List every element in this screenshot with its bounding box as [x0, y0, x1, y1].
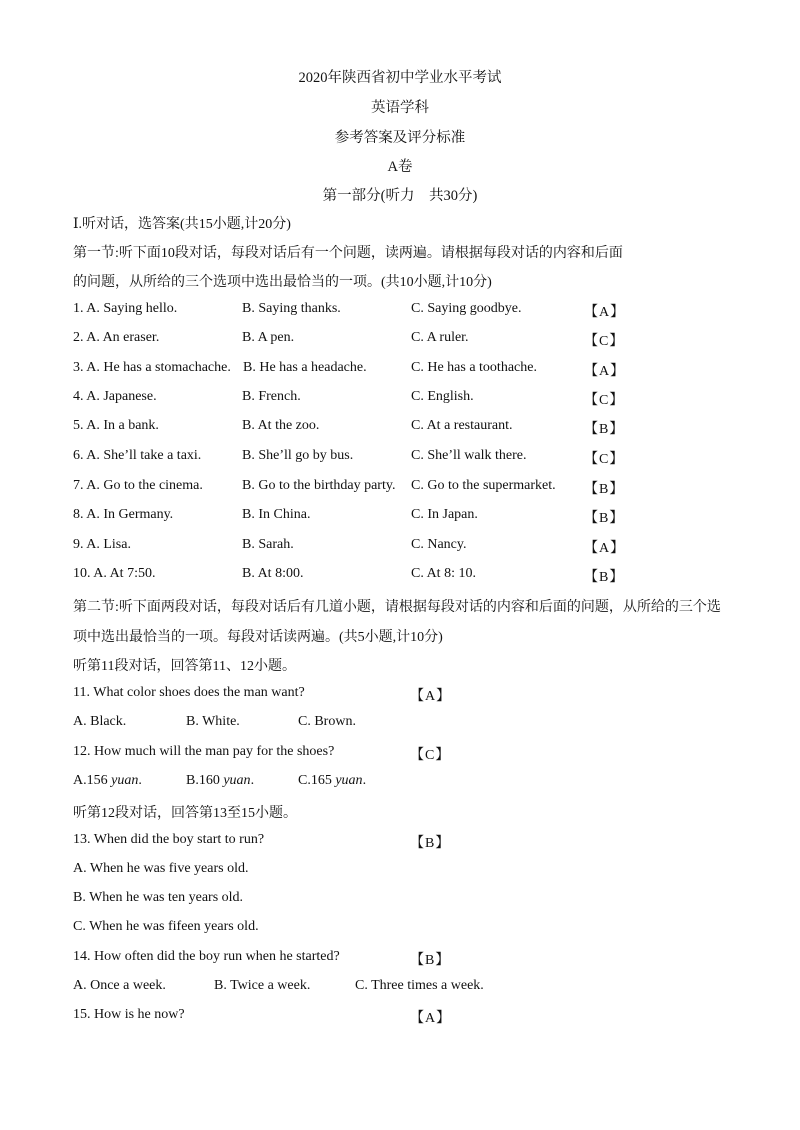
- option-b: B. White.: [186, 714, 240, 729]
- option-a: 9. A. Lisa.: [73, 537, 131, 552]
- option-c: C. He has a toothache.: [411, 360, 537, 375]
- answer-key: 【C】: [410, 748, 451, 763]
- option-b: B. When he was ten years old.: [73, 890, 244, 905]
- subject-title: 英语学科: [371, 100, 429, 116]
- currency-unit: yuan: [223, 773, 251, 788]
- question-14-options: [0, 978, 800, 1000]
- option-a: 10. A. At 7:50.: [73, 566, 156, 581]
- question-row: [0, 478, 800, 500]
- answer-key: 【B】: [584, 482, 625, 497]
- option-a: A. Black.: [73, 714, 127, 729]
- doc-type-title: 参考答案及评分标准: [334, 130, 466, 146]
- question-12-options: [0, 773, 800, 795]
- option-c: C. At 8: 10.: [411, 566, 476, 581]
- answer-key: 【B】: [584, 422, 625, 437]
- part2-intro-line2: 项中选出最恰当的一项。每段对话读两遍。(共5小题,计10分): [73, 630, 443, 645]
- option-c: C. Three times a week.: [355, 978, 484, 993]
- option-c: C. A ruler.: [411, 330, 469, 345]
- answer-key: 【C】: [584, 452, 625, 467]
- option-b: B. French.: [242, 389, 301, 404]
- option-c: C. At a restaurant.: [411, 418, 513, 433]
- option-b: B. At the zoo.: [242, 418, 320, 433]
- question-text: 12. How much will the man pay for the shoes?: [73, 744, 335, 759]
- option-c: C. Go to the supermarket.: [411, 478, 556, 493]
- option-b-period: .: [250, 773, 255, 788]
- option-a: 8. A. In Germany.: [73, 507, 174, 522]
- currency-unit: yuan: [335, 773, 363, 788]
- question-row: [0, 330, 800, 352]
- part1-intro-line2: 的问题，从所给的三个选项中选出最恰当的一项。(共10小题,计10分): [73, 275, 492, 290]
- option-a: A. When he was five years old.: [73, 861, 249, 876]
- question-row: [0, 301, 800, 323]
- question-12: [0, 744, 800, 766]
- volume-title: A卷: [387, 159, 413, 175]
- option-a-period: .: [138, 773, 142, 788]
- answer-key: 【C】: [584, 393, 625, 408]
- option-c: C. Saying goodbye.: [411, 301, 522, 316]
- question-text: 14. How often did the boy run when he started?: [73, 949, 340, 964]
- option-a: 5. A. In a bank.: [73, 418, 159, 433]
- option-a-amount: A.156: [73, 773, 108, 788]
- part-title: 第一部分(听力 共30分): [322, 188, 478, 204]
- option-c-amount: C.165: [298, 773, 332, 788]
- option-c: C. In Japan.: [411, 507, 478, 522]
- option-b: B. In China.: [242, 507, 311, 522]
- part2-intro-line1: 第二节:听下面两段对话，每段对话后有几道小题，请根据每段对话的内容和后面的问题，从所给的三个选: [73, 600, 721, 615]
- option-b: B. A pen.: [242, 330, 295, 345]
- question-11-options: [0, 714, 800, 736]
- question-text: 15. How is he now?: [73, 1007, 185, 1022]
- answer-key: 【B】: [410, 953, 451, 968]
- question-row: [0, 360, 800, 382]
- part1-intro-line1: 第一节:听下面10段对话，每段对话后有一个问题，读两遍。请根据每段对话的内容和后面: [73, 246, 623, 261]
- option-c: [298, 773, 366, 789]
- option-c: C. English.: [411, 389, 474, 404]
- option-b: [186, 773, 254, 789]
- option-a: 3. A. He has a stomachache.: [73, 360, 231, 375]
- option-c: C. When he was fifeen years old.: [73, 919, 259, 934]
- question-15: [0, 1007, 800, 1029]
- question-text: 11. What color shoes does the man want?: [73, 685, 305, 700]
- option-b: B. Saying thanks.: [242, 301, 341, 316]
- answer-key: 【A】: [410, 1011, 452, 1026]
- option-a: 2. A. An eraser.: [73, 330, 160, 345]
- question-11: [0, 685, 800, 707]
- option-b: B. Twice a week.: [214, 978, 311, 993]
- question-13: [0, 832, 800, 854]
- question-row: [0, 418, 800, 440]
- option-a: 7. A. Go to the cinema.: [73, 478, 203, 493]
- option-b: B. Sarah.: [242, 537, 294, 552]
- question-row: [0, 448, 800, 470]
- option-b: B. At 8:00.: [242, 566, 304, 581]
- option-b-amount: B.160: [186, 773, 220, 788]
- option-c-period: .: [362, 773, 367, 788]
- option-c: C. Nancy.: [411, 537, 467, 552]
- question-14: [0, 949, 800, 971]
- section-heading: Ⅰ.听对话，选答案(共15小题,计20分): [73, 217, 291, 232]
- option-a: A. Once a week.: [73, 978, 166, 993]
- option-a: 6. A. She’ll take a taxi.: [73, 448, 202, 463]
- question-row: [0, 507, 800, 529]
- answer-key: 【B】: [410, 836, 451, 851]
- answer-key: 【B】: [584, 570, 625, 585]
- option-a: 4. A. Japanese.: [73, 389, 157, 404]
- dialog-11-note: 听第11段对话，回答第11、12小题。: [73, 659, 296, 674]
- question-row: [0, 537, 800, 559]
- question-row: [0, 566, 800, 588]
- option-a: [73, 773, 142, 789]
- answer-key: 【A】: [584, 305, 626, 320]
- option-b: B. He has a headache.: [243, 360, 367, 375]
- answer-key: 【A】: [584, 541, 626, 556]
- answer-key: 【A】: [410, 689, 452, 704]
- dialog-12-note: 听第12段对话，回答第13至15小题。: [73, 806, 297, 821]
- currency-unit: yuan: [111, 773, 139, 788]
- question-text: 13. When did the boy start to run?: [73, 832, 265, 847]
- question-row: [0, 389, 800, 411]
- option-b: B. Go to the birthday party.: [242, 478, 396, 493]
- exam-title: 2020年陕西省初中学业水平考试: [298, 70, 502, 86]
- answer-key: 【A】: [584, 364, 626, 379]
- option-c: C. She’ll walk there.: [411, 448, 527, 463]
- answer-key: 【B】: [584, 511, 625, 526]
- option-b: B. She’ll go by bus.: [242, 448, 354, 463]
- option-a: 1. A. Saying hello.: [73, 301, 178, 316]
- answer-key: 【C】: [584, 334, 625, 349]
- option-c: C. Brown.: [298, 714, 356, 729]
